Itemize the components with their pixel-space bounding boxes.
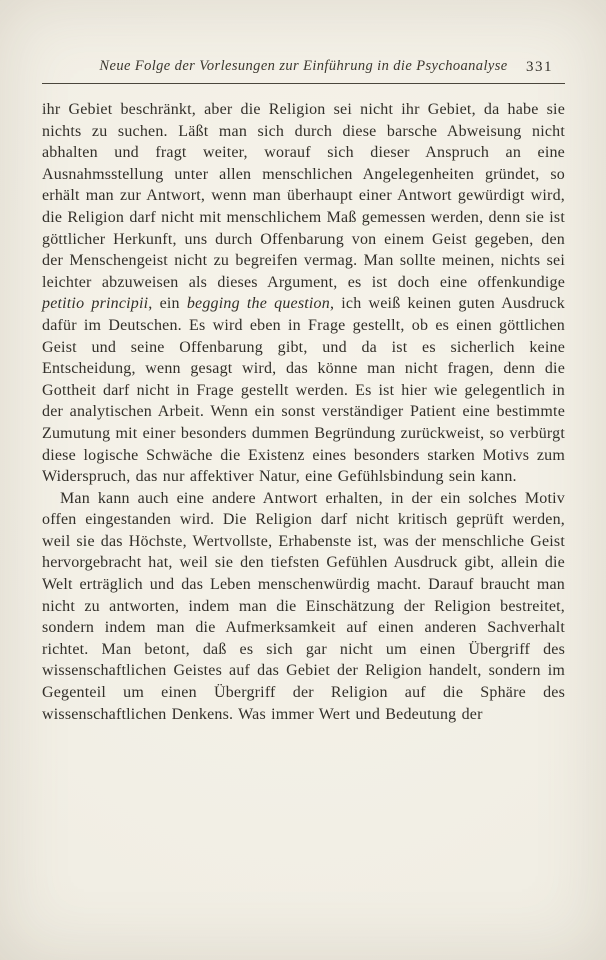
italic-phrase: petitio principii — [42, 295, 149, 313]
text-segment: , ein — [148, 295, 187, 313]
page-number: 331 — [526, 59, 553, 75]
text-segment: , ich weiß keinen guten Ausdruck dafür im Deutschen. Es wird eben in Frage gestellt, ob es einen göttlichen Geist und seine Offenbarung gibt, und da ist es sicherlich keine Entscheidung, wenn gesagt wird, das könne man nicht fragen, denn die Gottheit darf nicht in Frage gestellt werden. Es ist hier wie gelegentlich in der analytischen Arbeit. Wenn ein sonst verständiger Patient eine bestimmte Zumutung mit einer besonders dummen Begründung zurückweist, so verbürgt diese logische Schwäche die Existenz eines besonders starken Motivs zum Widerspruch, das nur affektiver Natur, eine Gefühlsbindung sein kann. — [42, 295, 566, 486]
page-body-text — [42, 99, 565, 725]
paragraph — [42, 99, 565, 488]
paragraph — [42, 488, 565, 726]
text-segment: Man kann auch eine andere Antwort erhalten, in der ein solches Motiv offen eingestanden wird. Die Religion darf nicht kritisch geprüft werden, weil sie das Höchste, Wertvollste, Erhabenste ist, was der menschliche Geist hervorgebracht hat, weil sie den tiefsten Gefühlen Ausdruck gibt, allein die Welt erträglich und das Leben menschenwürdig macht. Darauf braucht man nicht zu antworten, indem man die Einschätzung der Religion bestreitet, sondern indem man die Aufmerksamkeit auf einen anderen Sachverhalt richtet. Man betont, daß es sich gar nicht um einen Übergriff des wissenschaftlichen Geistes auf das Gebiet der Religion handelt, sondern im Gegenteil um einen Übergriff der Religion auf die Sphäre des wissenschaftlichen Denkens. Was immer Wert und Bedeutung der — [42, 489, 565, 723]
italic-phrase: begging the question — [186, 295, 330, 313]
page-header — [42, 58, 565, 80]
text-segment: ihr Gebiet beschränkt, aber die Religion sei nicht ihr Gebiet, da habe sie nichts zu suchen. Läßt man sich durch diese barsche Abweisung nicht abhalten und fragt weiter, worauf sich dieser Anspruch an eine Ausnahmsstellung unter allen menschlichen Angelegenheiten gründet, so erhält man zur Antwort, wenn man überhaupt einer Antwort gewürdigt wird, die Religion darf nicht mit menschlichem Maß gemessen werden, denn sie ist göttlicher Herkunft, uns durch Offenbarung von einem Geist gegeben, den der Menschengeist nicht zu begreifen vermag. Man sollte meinen, nichts sei leichter abzuweisen als dieses Argument, es ist doch eine offenkundige — [42, 101, 565, 291]
running-title: Neue Folge der Vorlesungen zur Einführung in die Psychoanalyse — [99, 58, 508, 74]
header-rule — [42, 83, 565, 84]
